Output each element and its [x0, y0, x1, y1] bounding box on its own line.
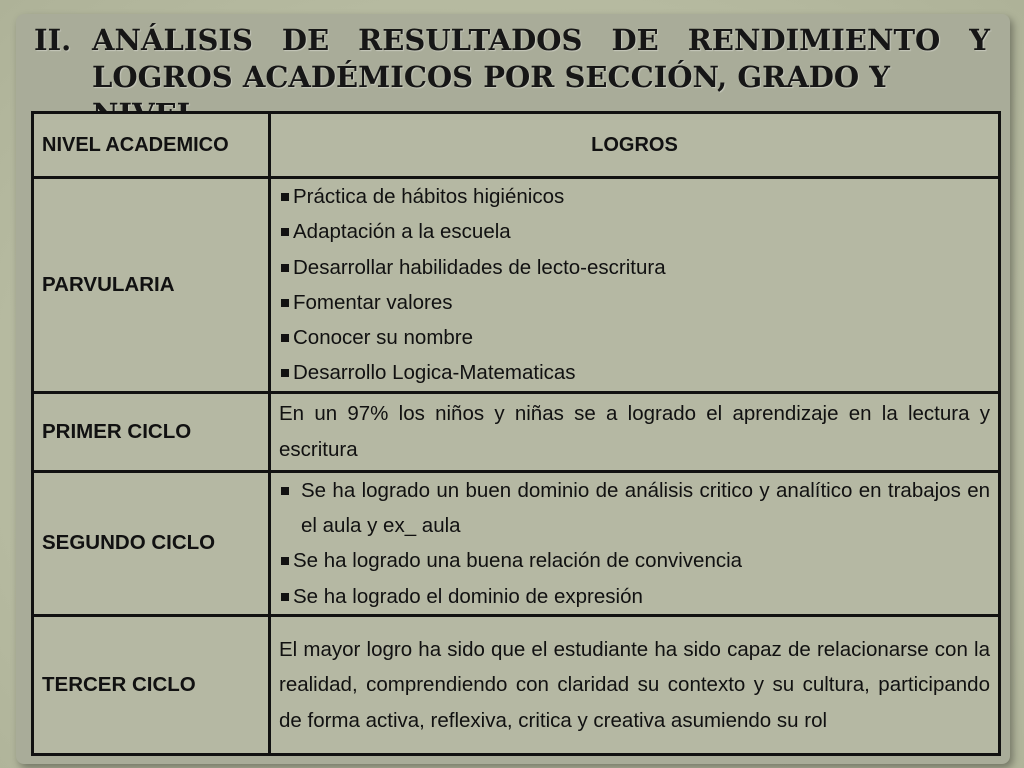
achievements-table	[31, 111, 1001, 756]
table-header-row	[33, 113, 1000, 178]
header-nivel-academico: NIVEL ACADEMICO	[33, 113, 270, 178]
list-item: Desarrollo Logica-Matematicas	[279, 355, 990, 390]
list-item: Práctica de hábitos higiénicos	[279, 179, 990, 214]
logros-list	[279, 179, 990, 391]
logros-cell: En un 97% los niños y niñas se a logrado el aprendizaje en la lectura y escritura	[270, 392, 1000, 471]
list-item: Adaptación a la escuela	[279, 214, 990, 249]
title-line-2: LOGROS ACADÉMICOS POR SECCIÓN, GRADO Y	[92, 60, 890, 94]
table-row	[33, 178, 1000, 393]
title-number: II.	[34, 23, 72, 57]
list-item: Desarrollar habilidades de lecto-escritura	[279, 250, 990, 285]
list-item: Se ha logrado el dominio de expresión	[279, 579, 990, 614]
nivel-cell: TERCER CICLO	[33, 615, 270, 754]
logros-list	[279, 473, 990, 614]
list-item: Fomentar valores	[279, 285, 990, 320]
nivel-cell: PRIMER CICLO	[33, 392, 270, 471]
table-row	[33, 392, 1000, 471]
table-row	[33, 615, 1000, 754]
nivel-cell: PARVULARIA	[33, 178, 270, 393]
logros-cell	[270, 178, 1000, 393]
nivel-cell: SEGUNDO CICLO	[33, 471, 270, 615]
list-item: Se ha logrado una buena relación de convivencia	[279, 543, 990, 578]
list-item: Conocer su nombre	[279, 320, 990, 355]
header-logros: LOGROS	[270, 113, 1000, 178]
table-row	[33, 471, 1000, 615]
logros-cell: El mayor logro ha sido que el estudiante ha sido capaz de relacionarse con la realidad, comprendiendo con claridad su contexto y su cultura, participando de forma activa, reflexiva, critica y creativa asumiendo su rol	[270, 615, 1000, 754]
logros-cell	[270, 471, 1000, 615]
title-line-1: ANÁLISIS DE RESULTADOS DE RENDIMIENTO Y	[92, 23, 990, 57]
list-item: Se ha logrado un buen dominio de análisis critico y analítico en trabajos en el aula y ex_ aula	[279, 473, 990, 544]
